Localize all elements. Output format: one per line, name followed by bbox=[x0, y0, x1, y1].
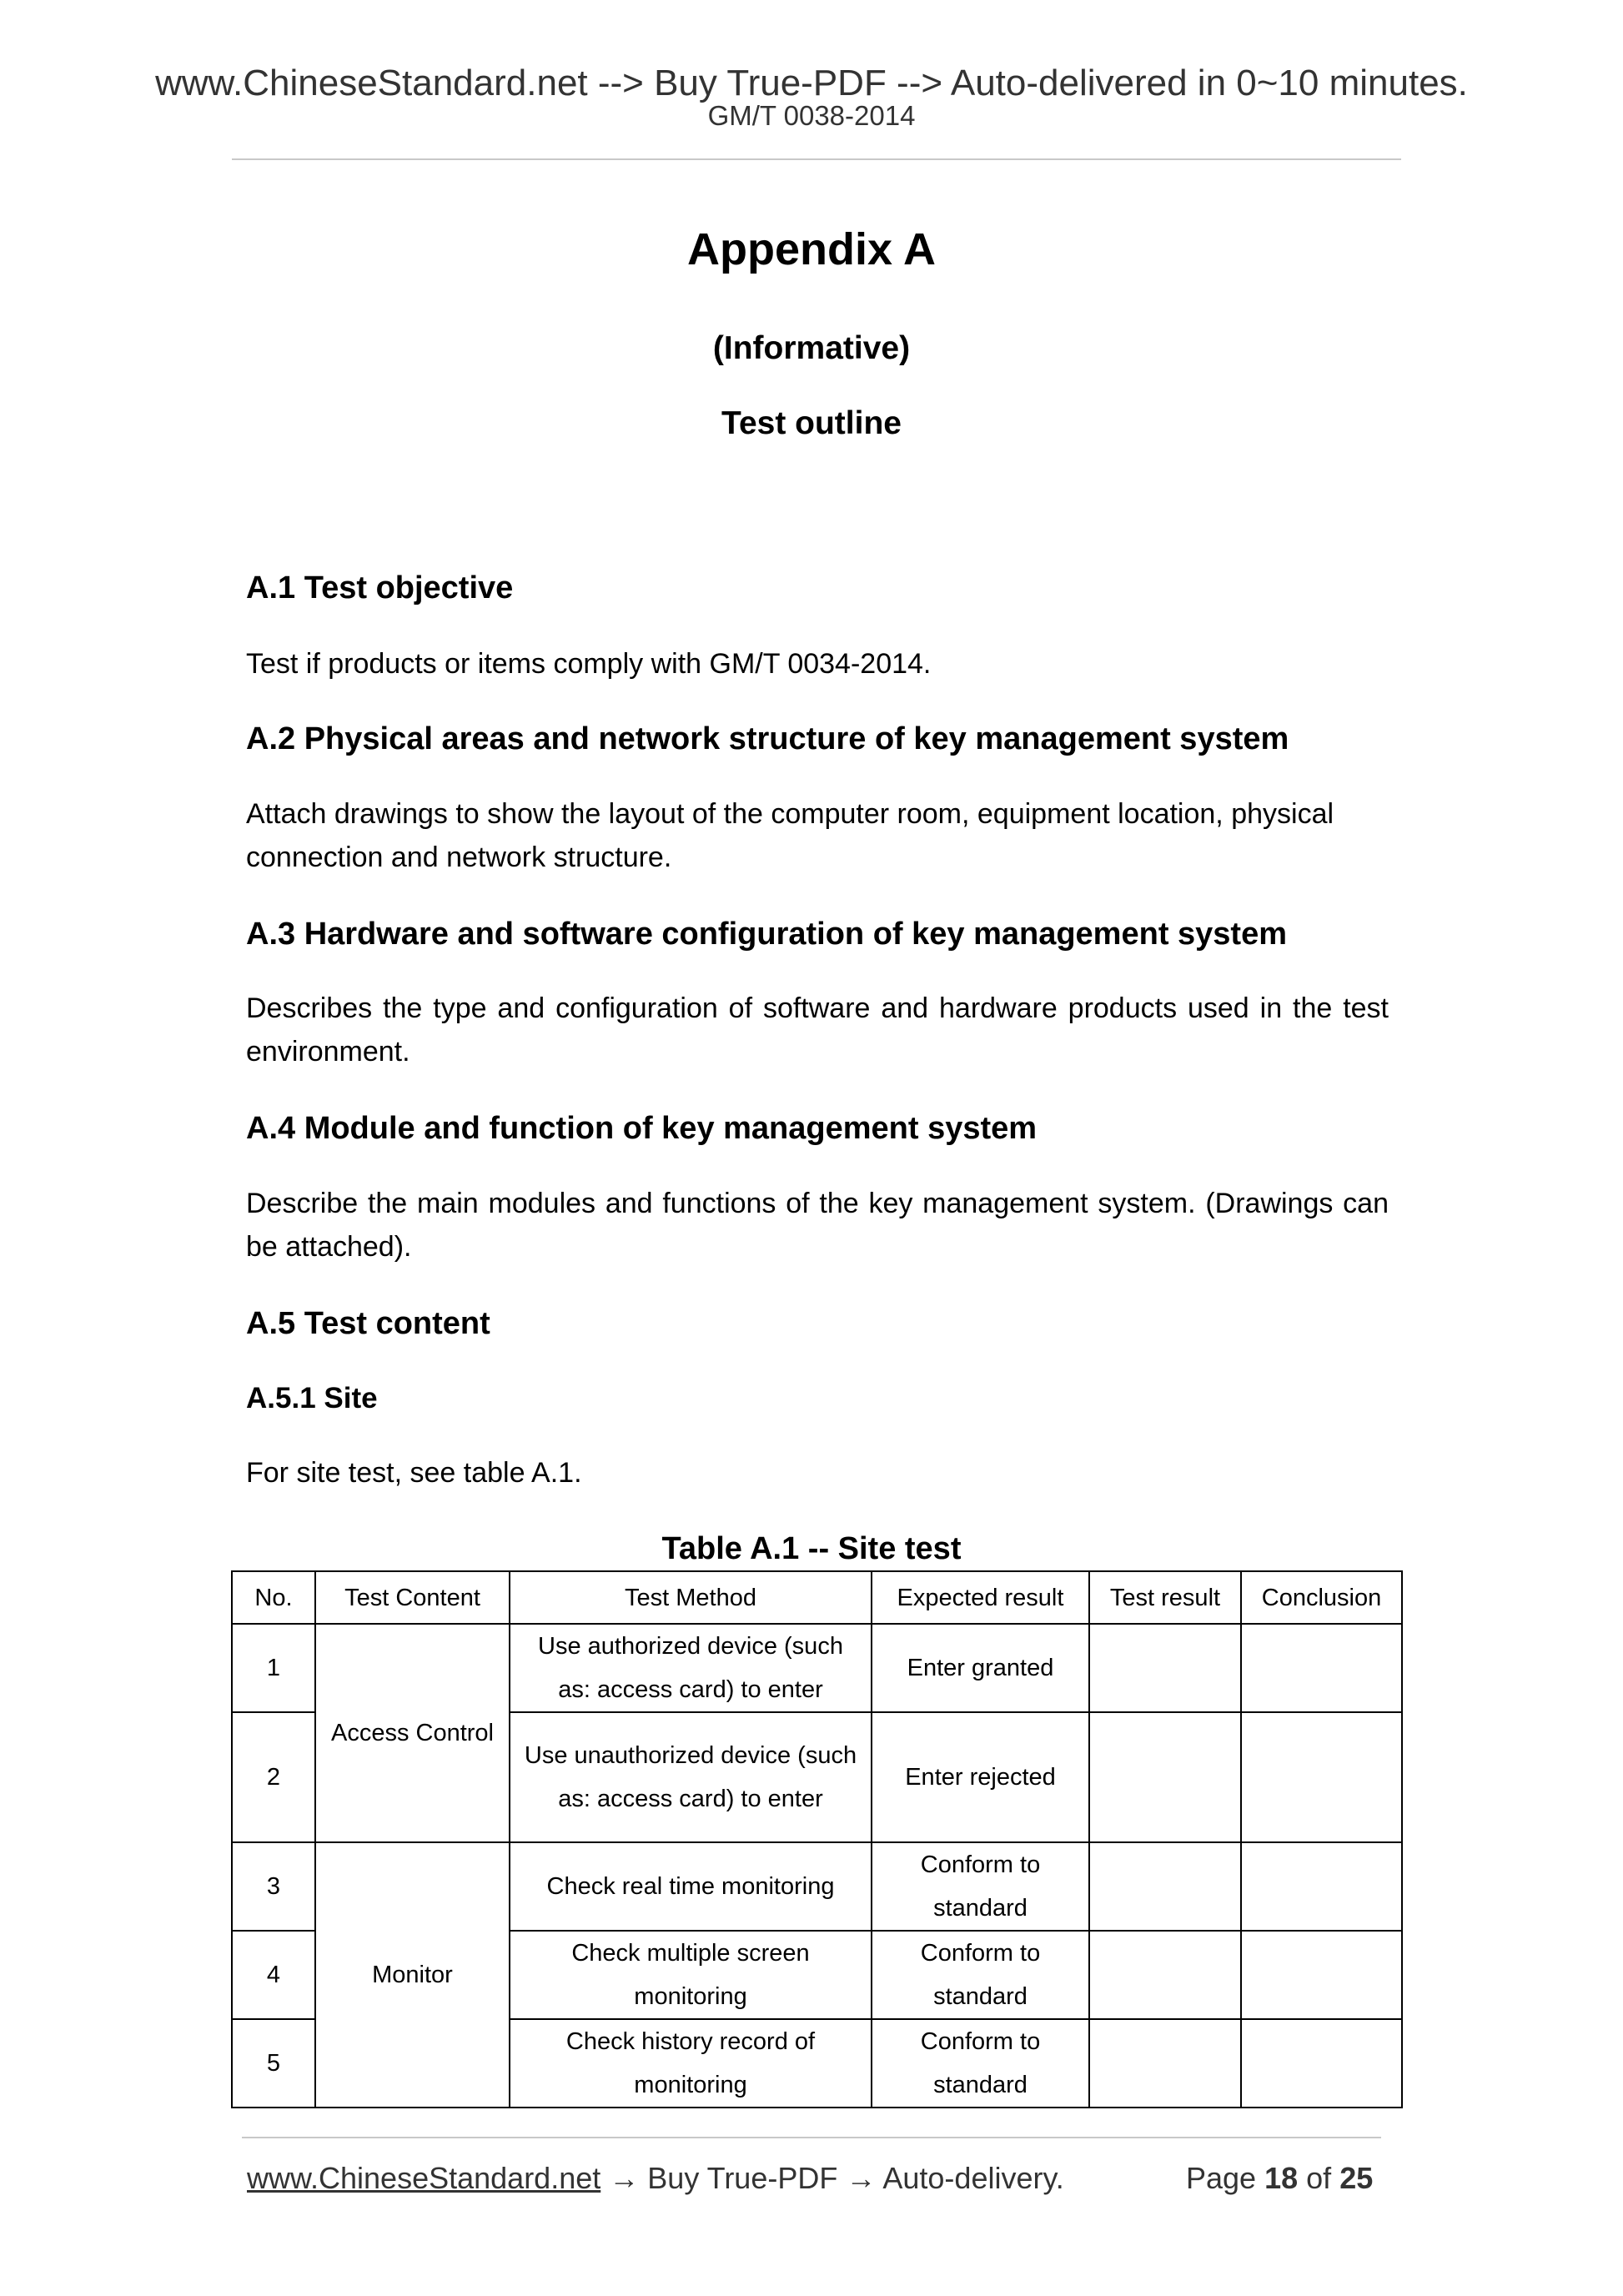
appendix-title: Appendix A bbox=[686, 224, 936, 274]
standard-number: GM/T 0038-2014 bbox=[707, 100, 916, 131]
table-header-row bbox=[232, 1571, 1402, 1624]
section-heading-a5: A.5 Test content bbox=[246, 1306, 490, 1341]
footer-buy-text: Buy True-PDF bbox=[647, 2161, 838, 2195]
section-heading-a3: A.3 Hardware and software configuration of key management system bbox=[246, 917, 1288, 952]
arrow-right-icon: → bbox=[846, 2161, 877, 2195]
section-body-a4: Describe the main modules and functions of the key management system. (Drawings can be attached). bbox=[246, 1188, 1389, 1263]
subsection-body-a51: For site test, see table A.1. bbox=[246, 1457, 582, 1489]
cell-conclusion bbox=[1241, 1931, 1402, 2019]
appendix-type: (Informative) bbox=[712, 330, 911, 366]
section-body-a3: Describes the type and configuration of software and hardware products used in the test environment. bbox=[246, 992, 1389, 1068]
column-header-expected-result: Expected result bbox=[872, 1571, 1089, 1624]
cell-expected-result: Enter granted bbox=[872, 1624, 1089, 1712]
section-heading-a2: A.2 Physical areas and network structure of key management system bbox=[246, 721, 1289, 756]
column-header-test-method: Test Method bbox=[510, 1571, 872, 1624]
page-label: Page bbox=[1186, 2161, 1257, 2195]
cell-expected-result: Conform to standard bbox=[872, 1842, 1089, 1931]
column-header-test-content: Test Content bbox=[315, 1571, 510, 1624]
cell-no: 4 bbox=[232, 1931, 315, 2019]
section-heading-a4: A.4 Module and function of key management system bbox=[246, 1111, 1038, 1146]
table-row bbox=[232, 1842, 1402, 1931]
subsection-heading-a51: A.5.1 Site bbox=[246, 1382, 378, 1414]
cell-conclusion bbox=[1241, 1712, 1402, 1842]
arrow-right-icon: → bbox=[609, 2161, 640, 2195]
cell-test-method: Check real time monitoring bbox=[510, 1842, 872, 1931]
cell-test-method: Use authorized device (such as: access card) to enter bbox=[510, 1624, 872, 1712]
cell-no: 5 bbox=[232, 2019, 315, 2108]
cell-test-result bbox=[1089, 1842, 1241, 1931]
site-test-table bbox=[231, 1570, 1403, 2108]
cell-test-content-group: Access Control bbox=[315, 1624, 510, 1842]
cell-test-content-group: Monitor bbox=[315, 1842, 510, 2108]
cell-test-result bbox=[1089, 1712, 1241, 1842]
cell-no: 1 bbox=[232, 1624, 315, 1712]
appendix-subtitle: Test outline bbox=[721, 405, 902, 441]
page-indicator bbox=[1186, 2163, 1373, 2193]
page-total: 25 bbox=[1339, 2161, 1374, 2195]
footer-links bbox=[247, 2163, 1064, 2193]
section-heading-a1: A.1 Test objective bbox=[246, 570, 514, 605]
footer-divider bbox=[242, 2137, 1381, 2138]
page-number: 18 bbox=[1264, 2161, 1299, 2195]
cell-test-result bbox=[1089, 1931, 1241, 2019]
table-caption: Table A.1 -- Site test bbox=[661, 1531, 962, 1566]
cell-no: 2 bbox=[232, 1712, 315, 1842]
cell-expected-result: Conform to standard bbox=[872, 1931, 1089, 2019]
cell-conclusion bbox=[1241, 1624, 1402, 1712]
of-label: of bbox=[1306, 2161, 1332, 2195]
column-header-no: No. bbox=[232, 1571, 315, 1624]
cell-test-result bbox=[1089, 1624, 1241, 1712]
column-header-conclusion: Conclusion bbox=[1241, 1571, 1402, 1624]
column-header-test-result: Test result bbox=[1089, 1571, 1241, 1624]
cell-conclusion bbox=[1241, 2019, 1402, 2108]
cell-expected-result: Enter rejected bbox=[872, 1712, 1089, 1842]
cell-expected-result: Conform to standard bbox=[872, 2019, 1089, 2108]
table-row bbox=[232, 1624, 1402, 1712]
footer-delivery-text: Auto-delivery. bbox=[882, 2161, 1064, 2195]
footer-site-link[interactable]: www.ChineseStandard.net bbox=[247, 2161, 601, 2195]
cell-conclusion bbox=[1241, 1842, 1402, 1931]
header-divider bbox=[232, 158, 1401, 160]
header-banner: www.ChineseStandard.net --> Buy True-PDF --> Auto-delivered in 0~10 minutes. bbox=[155, 63, 1468, 103]
section-body-a2: Attach drawings to show the layout of the computer room, equipment location, physical connection and network structure. bbox=[246, 798, 1334, 873]
cell-no: 3 bbox=[232, 1842, 315, 1931]
cell-test-method: Use unauthorized device (such as: access card) to enter bbox=[510, 1712, 872, 1842]
cell-test-method: Check history record of monitoring bbox=[510, 2019, 872, 2108]
cell-test-method: Check multiple screen monitoring bbox=[510, 1931, 872, 2019]
section-body-a1: Test if products or items comply with GM/T 0034-2014. bbox=[246, 648, 932, 680]
cell-test-result bbox=[1089, 2019, 1241, 2108]
